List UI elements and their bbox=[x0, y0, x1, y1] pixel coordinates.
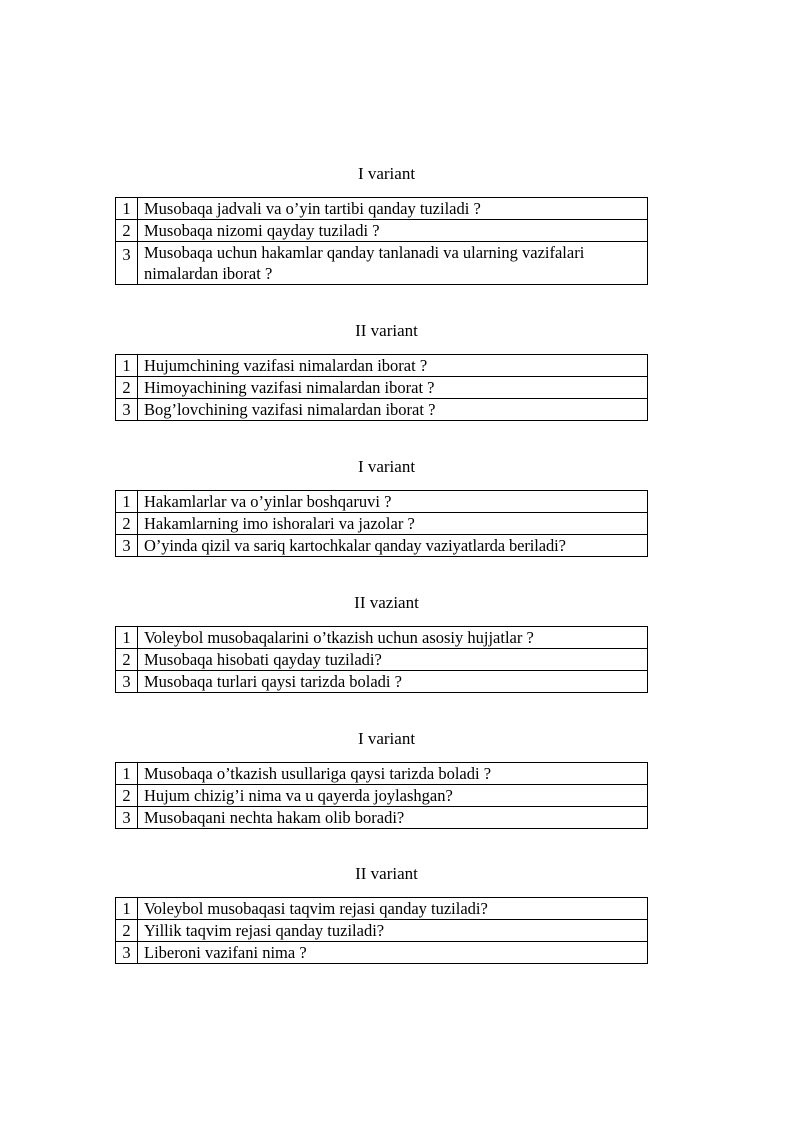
question-text: Hujum chizig’i nima va u qayerda joylashgan? bbox=[138, 785, 648, 807]
table-row bbox=[116, 535, 648, 557]
question-number: 2 bbox=[116, 377, 138, 399]
question-text: Musobaqa o’tkazish usullariga qaysi tarizda boladi ? bbox=[138, 763, 648, 785]
question-number: 1 bbox=[116, 355, 138, 377]
variant-section-3 bbox=[115, 457, 648, 557]
table-row bbox=[116, 491, 648, 513]
section-title: II variant bbox=[355, 321, 418, 340]
table-row bbox=[116, 513, 648, 535]
question-text: Musobaqa uchun hakamlar qanday tanlanadi va ularning vazifalari nimalardan iborat ? bbox=[138, 242, 648, 285]
question-number: 1 bbox=[116, 491, 138, 513]
question-text: Hakamlarlar va o’yinlar boshqaruvi ? bbox=[138, 491, 648, 513]
table-row bbox=[116, 763, 648, 785]
question-table bbox=[115, 762, 648, 829]
variant-section-5 bbox=[115, 729, 648, 829]
table-row bbox=[116, 671, 648, 693]
question-text: Hujumchining vazifasi nimalardan iborat ? bbox=[138, 355, 648, 377]
question-number: 1 bbox=[116, 627, 138, 649]
question-text: Liberoni vazifani nima ? bbox=[138, 942, 648, 964]
variant-section-6 bbox=[115, 864, 648, 964]
table-row bbox=[116, 198, 648, 220]
question-text: Yillik taqvim rejasi qanday tuziladi? bbox=[138, 920, 648, 942]
question-number: 3 bbox=[116, 242, 138, 285]
question-text: Musobaqa jadvali va o’yin tartibi qanday tuziladi ? bbox=[138, 198, 648, 220]
question-table bbox=[115, 354, 648, 421]
section-title: I variant bbox=[357, 457, 416, 476]
question-number: 3 bbox=[116, 807, 138, 829]
question-text: Voleybol musobaqasi taqvim rejasi qanday tuziladi? bbox=[138, 898, 648, 920]
question-number: 3 bbox=[116, 942, 138, 964]
question-text: Himoyachining vazifasi nimalardan iborat ? bbox=[138, 377, 648, 399]
question-table bbox=[115, 197, 648, 285]
table-row bbox=[116, 399, 648, 421]
variant-section-2 bbox=[115, 321, 648, 421]
table-row bbox=[116, 649, 648, 671]
table-row bbox=[116, 627, 648, 649]
question-text: Musobaqa hisobati qayday tuziladi? bbox=[138, 649, 648, 671]
question-table bbox=[115, 897, 648, 964]
table-row bbox=[116, 785, 648, 807]
question-number: 3 bbox=[116, 535, 138, 557]
question-number: 2 bbox=[116, 513, 138, 535]
question-number: 2 bbox=[116, 920, 138, 942]
section-title: II vaziant bbox=[354, 593, 419, 612]
question-text: Musobaqa turlari qaysi tarizda boladi ? bbox=[138, 671, 648, 693]
section-title: II variant bbox=[355, 864, 418, 883]
question-text: O’yinda qizil va sariq kartochkalar qanday vaziyatlarda beriladi? bbox=[138, 535, 648, 557]
question-number: 2 bbox=[116, 649, 138, 671]
question-number: 1 bbox=[116, 198, 138, 220]
question-table bbox=[115, 626, 648, 693]
question-text: Bog’lovchining vazifasi nimalardan iborat ? bbox=[138, 399, 648, 421]
section-title: I variant bbox=[357, 729, 416, 748]
question-table bbox=[115, 490, 648, 557]
table-row bbox=[116, 942, 648, 964]
question-text: Musobaqa nizomi qayday tuziladi ? bbox=[138, 220, 648, 242]
table-row bbox=[116, 377, 648, 399]
question-number: 3 bbox=[116, 671, 138, 693]
question-text: Voleybol musobaqalarini o’tkazish uchun asosiy hujjatlar ? bbox=[138, 627, 648, 649]
question-number: 2 bbox=[116, 220, 138, 242]
table-row bbox=[116, 220, 648, 242]
table-row bbox=[116, 242, 648, 285]
question-number: 3 bbox=[116, 399, 138, 421]
variant-section-4 bbox=[115, 593, 648, 693]
question-number: 1 bbox=[116, 898, 138, 920]
table-row bbox=[116, 807, 648, 829]
section-title: I variant bbox=[357, 164, 416, 183]
question-number: 2 bbox=[116, 785, 138, 807]
variant-section-1 bbox=[115, 164, 648, 285]
question-text: Hakamlarning imo ishoralari va jazolar ? bbox=[138, 513, 648, 535]
question-text: Musobaqani nechta hakam olib boradi? bbox=[138, 807, 648, 829]
table-row bbox=[116, 355, 648, 377]
table-row bbox=[116, 920, 648, 942]
table-row bbox=[116, 898, 648, 920]
question-number: 1 bbox=[116, 763, 138, 785]
